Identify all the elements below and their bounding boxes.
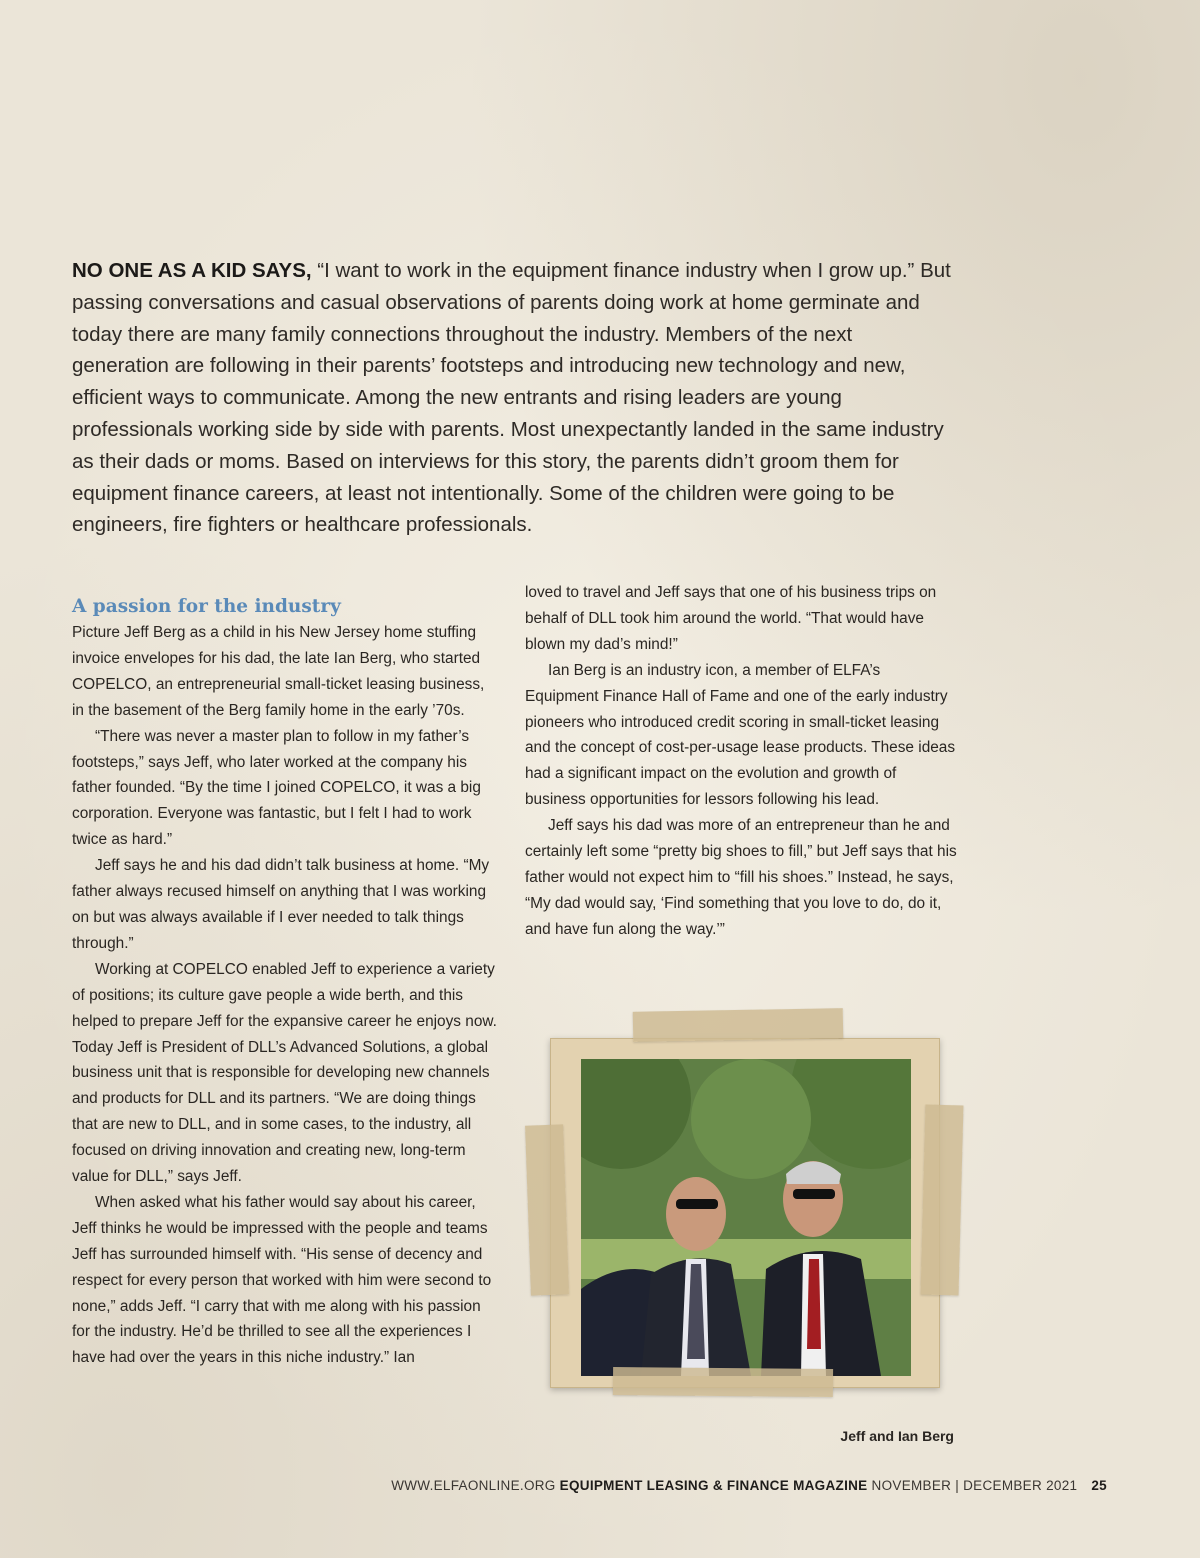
footer-issue: NOVEMBER | DECEMBER 2021 — [871, 1478, 1078, 1493]
photo-caption: Jeff and Ian Berg — [840, 1428, 954, 1444]
photo-frame — [550, 1038, 940, 1388]
body-paragraph: Jeff says his dad was more of an entrepreneur than he and certainly left some “pretty big shoes to fill,” but Jeff says that his father would not expect him to “fill his shoes.” Instead, he says, “My dad would say, ‘Find something that you love to do, do it, and have fun along the way.’” — [525, 817, 957, 938]
section-heading: A passion for the industry — [72, 596, 341, 617]
page-number: 25 — [1091, 1478, 1107, 1493]
photo-jeff-and-ian-berg — [581, 1059, 911, 1376]
left-column — [72, 594, 500, 1371]
tape-strip — [633, 1008, 843, 1042]
intro-lead: NO ONE AS A KID SAYS, — [72, 259, 312, 282]
body-paragraph: Ian Berg is an industry icon, a member of ELFA’s Equipment Finance Hall of Fame and one of the early industry pioneers who introduced credit scoring in small-ticket leasing and the concept of cost-per-usage lease products. These ideas had a significant impact on the evolution and growth of business opportunities for lessors following his lead. — [525, 661, 956, 809]
tape-strip — [921, 1105, 964, 1296]
body-paragraph: Picture Jeff Berg as a child in his New Jersey home stuffing invoice envelopes for his dad, the late Ian Berg, who started COPELCO, an entrepreneurial small-ticket leasing business, in the basement of the Berg family home in the early ’70s. — [72, 624, 485, 719]
intro-text: “I want to work in the equipment finance industry when I grow up.” But passing conversations and casual observations of parents doing work at home germinate and today there are many family connections throughout the industry. Members of the next generation are following in their parents’ footsteps and introducing new technology and new, efficient ways to communicate. Among the new entrants and rising leaders are young professionals working side by side with parents. Most unexpectantly landed in the same industry as their dads or moms. Based on interviews for this story, the parents didn’t groom them for equipment finance careers, at least not intentionally. Some of the children were going to be engineers, fire fighters or healthcare professionals. — [72, 259, 951, 537]
body-paragraph: Jeff says he and his dad didn’t talk business at home. “My father always recused himself on anything that I was working on but was always available if I ever needed to talk things through.” — [72, 857, 490, 952]
photo-illustration — [581, 1059, 911, 1376]
footer-magazine-title: EQUIPMENT LEASING & FINANCE MAGAZINE — [559, 1478, 868, 1493]
body-paragraph: Working at COPELCO enabled Jeff to experience a variety of positions; its culture gave people a wide berth, and this helped to prepare Jeff for the expansive career he enjoys now. Today Jeff is President of DLL’s Advanced Solutions, a global business unit that is responsible for developing new channels and products for DLL and its partners. “We are doing things that are new to DLL, and in some cases, to the industry, all focused on driving innovation and creating new, long-term value for DLL,” says Jeff. — [72, 960, 497, 1186]
tape-strip — [613, 1367, 833, 1397]
tape-strip — [525, 1124, 569, 1295]
body-paragraph: loved to travel and Jeff says that one of his business trips on behalf of DLL took him around the world. “That would have blown my dad’s mind!” — [525, 584, 937, 653]
page-footer — [391, 1478, 1107, 1493]
body-paragraph: When asked what his father would say about his career, Jeff thinks he would be impressed with the people and teams Jeff has surrounded himself with. “His sense of decency and respect for every person that worked with him were second to none,” adds Jeff. “I carry that with me along with his passion for the industry. He’d be thrilled to see all the experiences I have had over the years in this niche industry.” Ian — [72, 1193, 492, 1367]
intro-paragraph — [72, 255, 952, 541]
footer-url: WWW.ELFAONLINE.ORG — [391, 1478, 556, 1493]
body-paragraph: “There was never a master plan to follow in my father’s footsteps,” says Jeff, who later worked at the company his father founded. “By the time I joined COPELCO, it was a big corporation. Everyone was fantastic, but I felt I had to work twice as hard.” — [72, 727, 481, 849]
right-column — [525, 580, 957, 943]
taped-photo — [528, 1010, 958, 1410]
